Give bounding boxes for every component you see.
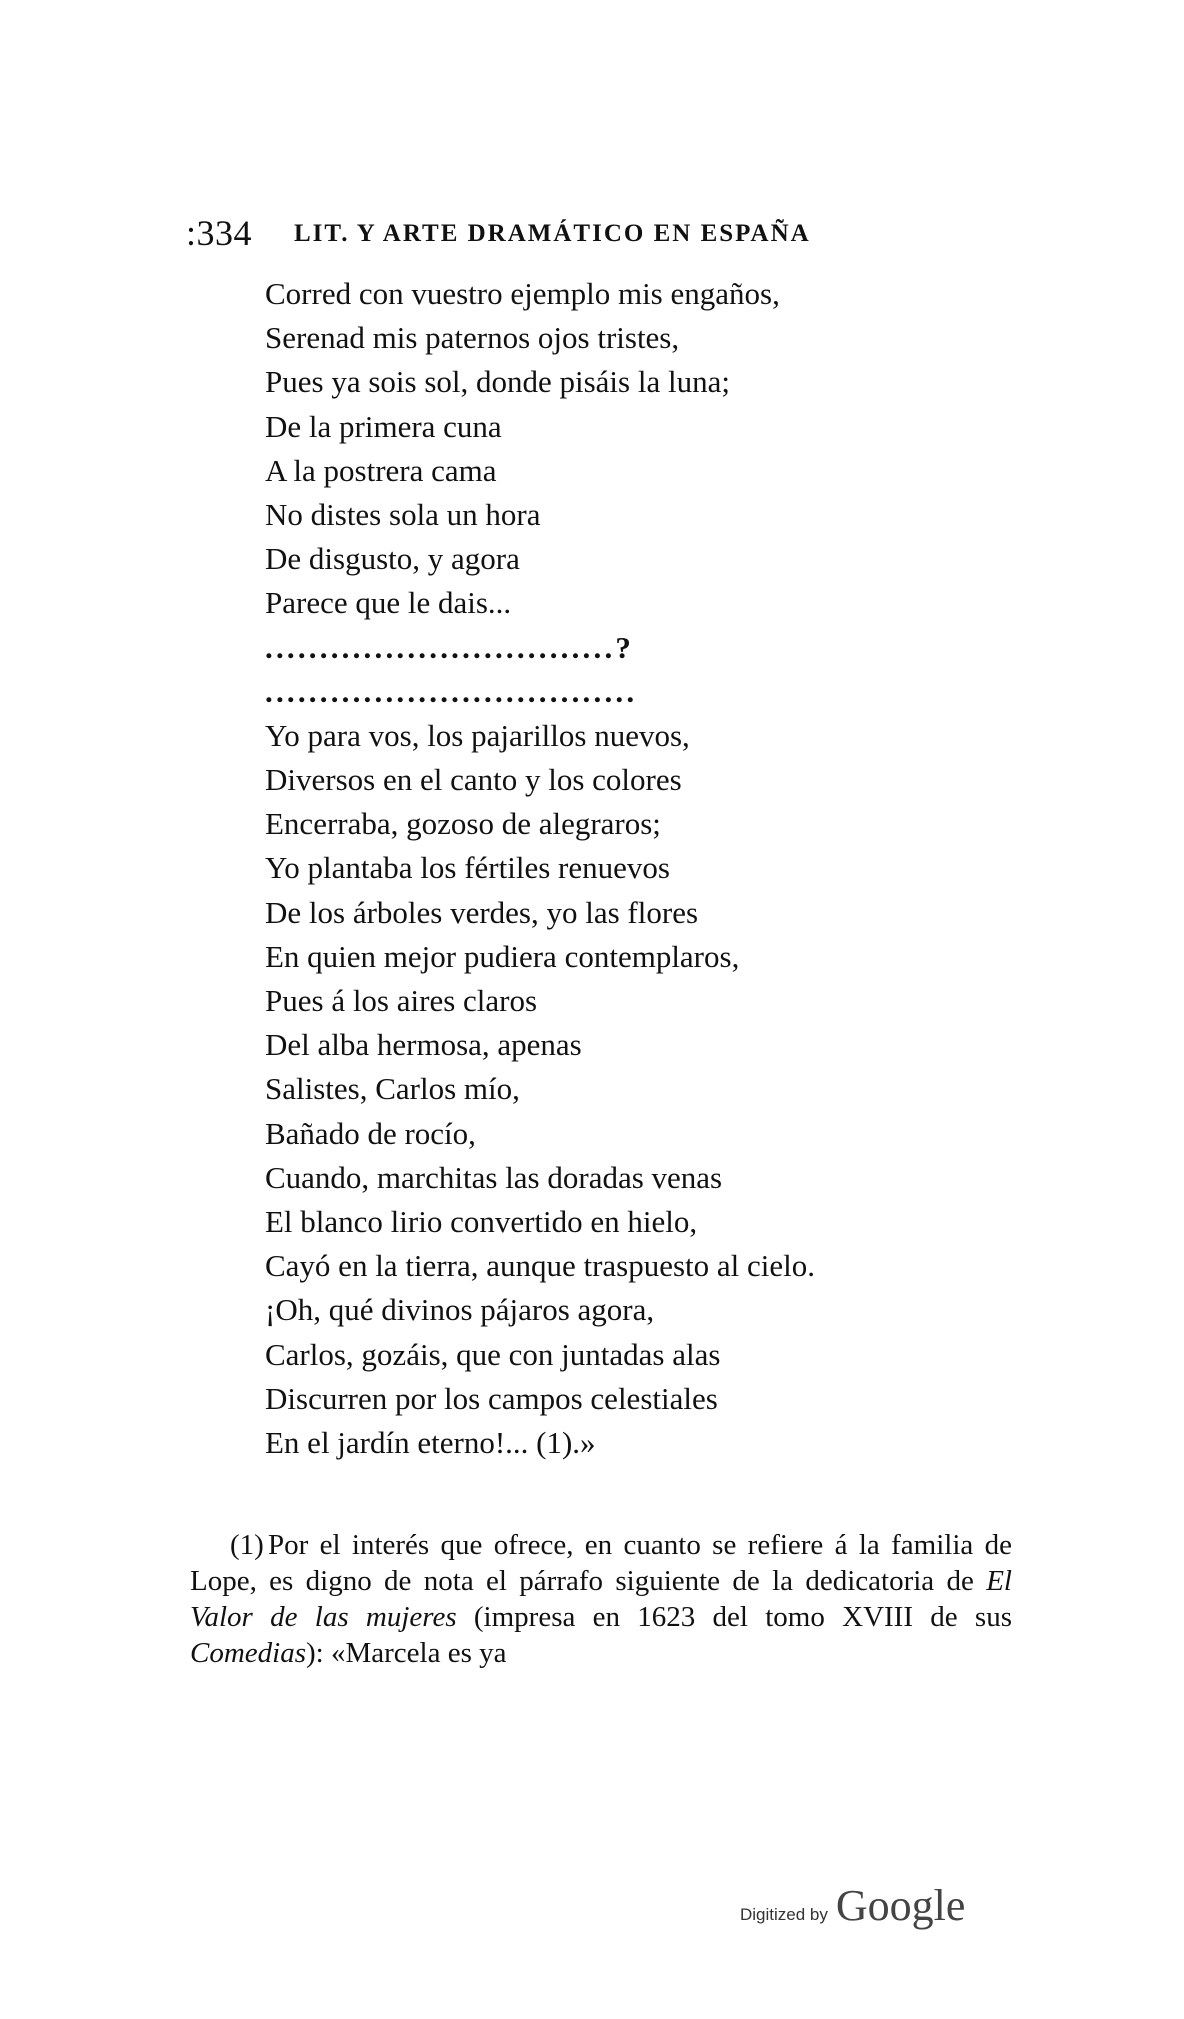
verse-line: Parece que le dais...	[265, 585, 512, 621]
footnote-work-title: El Valor de las mujeres	[190, 1565, 1012, 1633]
verse-line: Discurren por los campos celestiales	[265, 1380, 718, 1416]
verse-line: Pues á los aires claros	[265, 983, 538, 1018]
verse-line: Yo para vos, los pajarillos nuevos,	[265, 717, 690, 753]
google-logo: Google	[835, 1881, 966, 1930]
footnote-mark: (1)	[230, 1529, 264, 1561]
footnote	[190, 1527, 1012, 1671]
verse-line: Encerraba, gozoso de alegraros;	[265, 806, 661, 842]
running-head	[186, 208, 946, 258]
verse-line: Diversos en el canto y los colores	[265, 762, 682, 798]
footnote-text: ): «Marcela es ya	[306, 1637, 507, 1669]
verse-line: Salistes, Carlos mío,	[265, 1071, 520, 1107]
digitized-label: Digitized by	[740, 1905, 828, 1924]
verse-line: Cayó en la tierra, aunque traspuesto al cielo.	[265, 1248, 816, 1284]
verse-line: De los árboles verdes, yo las flores	[265, 894, 699, 930]
verse-line: Corred con vuestro ejemplo mis engaños,	[265, 276, 780, 311]
footnote-work-title: Comedias	[190, 1637, 306, 1669]
footnote-text: (impresa en 1623 del tomo XVIII de sus	[456, 1601, 1012, 1633]
page-number: :334	[186, 213, 253, 253]
verse-line: Yo plantaba los fértiles renuevos	[265, 850, 670, 886]
verse-line: Bañado de rocío,	[265, 1115, 476, 1151]
verse-line: Pues ya sois sol, donde pisáis la luna;	[265, 364, 730, 400]
verse-line: De disgusto, y agora	[265, 541, 520, 577]
verse-line: De la primera cuna	[265, 408, 502, 444]
verse-line: Del alba hermosa, apenas	[265, 1027, 582, 1063]
verse-line: Cuando, marchitas las doradas venas	[265, 1159, 723, 1195]
verse-line: ¡Oh, qué divinos pájaros agora,	[265, 1292, 655, 1328]
verse-line: Carlos, gozáis, que con juntadas alas	[265, 1336, 721, 1372]
elision-line: ..................................	[265, 673, 638, 709]
verse-line: A la postrera cama	[265, 452, 497, 488]
digitized-watermark	[740, 1880, 965, 1931]
verse-line: El blanco lirio convertido en hielo,	[265, 1203, 698, 1239]
verse-line: Serenad mis paternos ojos tristes,	[265, 320, 680, 356]
elision-line: ................................?	[265, 629, 635, 665]
footnote-text: Por el interés que ofrece, en cuanto se refiere á la familia de Lope, es digno de nota el párrafo siguiente de la dedicatoria de	[190, 1529, 1012, 1597]
running-title: LIT. Y ARTE DRAMÁTICO EN ESPAÑA	[294, 220, 811, 247]
verse-line: No distes sola un hora	[265, 496, 541, 532]
verse-block	[265, 272, 945, 1465]
verse-line: En quien mejor pudiera contemplaros,	[265, 938, 740, 974]
verse-line: En el jardín eterno!... (1).»	[265, 1424, 596, 1460]
